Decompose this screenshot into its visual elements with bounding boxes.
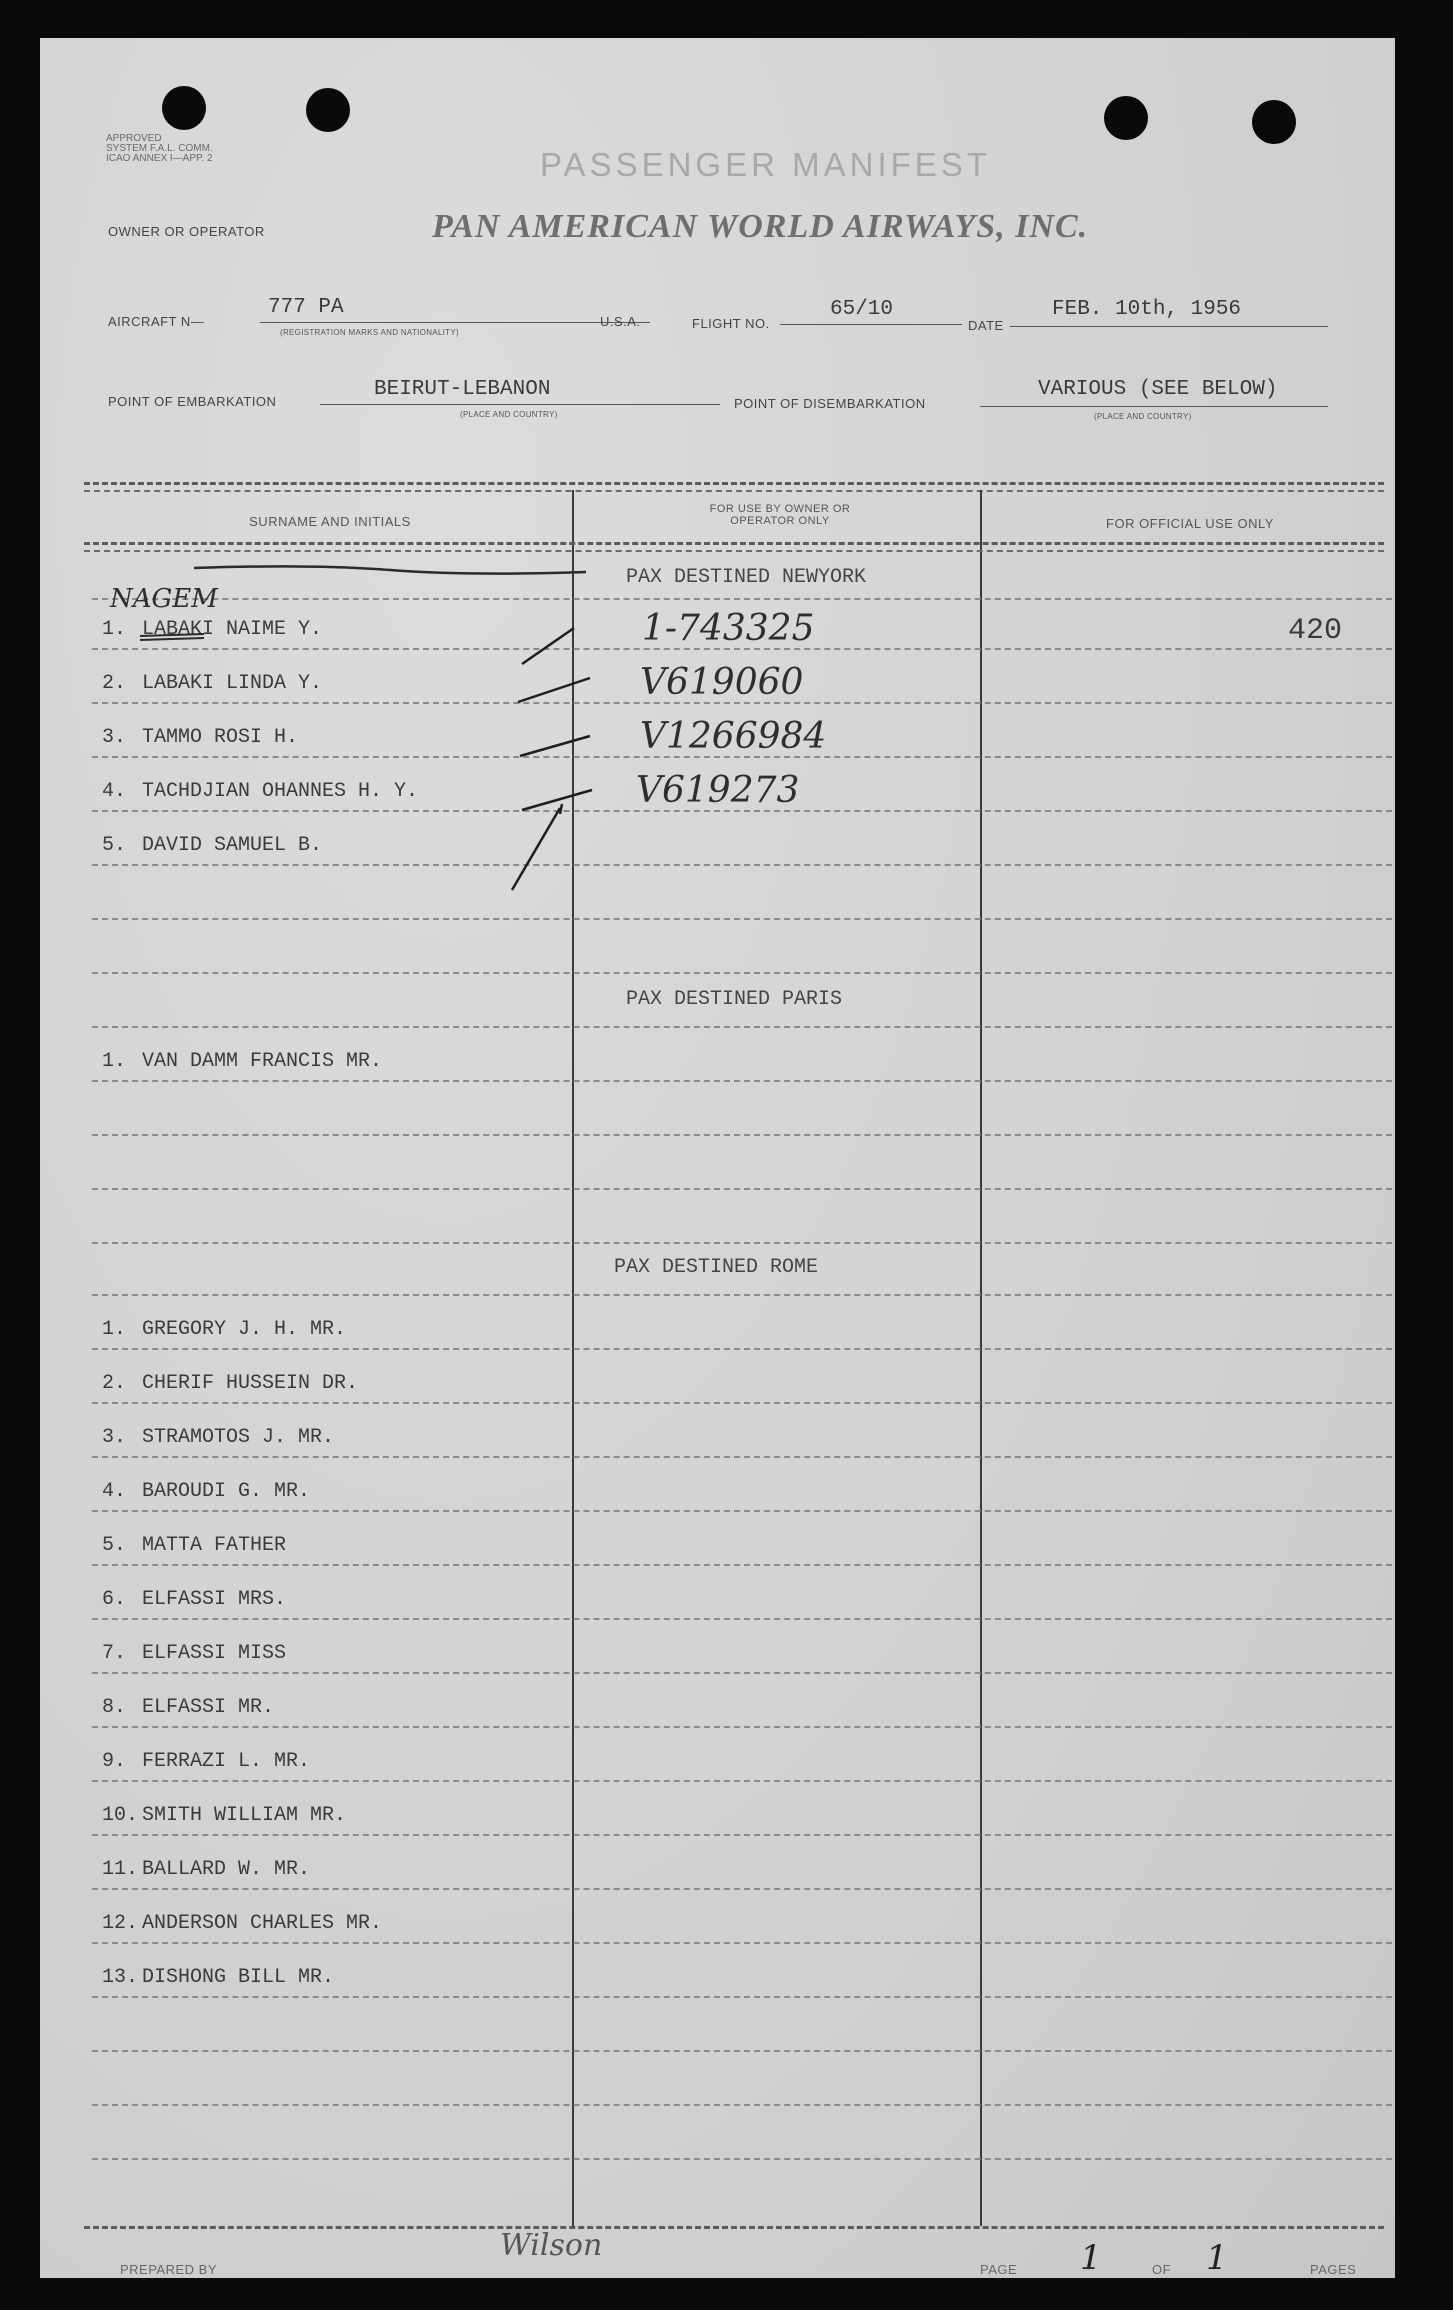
row-line: [92, 1888, 1392, 1890]
nationality-label: U.S.A.: [600, 314, 641, 329]
row-line: [92, 1942, 1392, 1944]
row-line: [92, 598, 1392, 600]
owner-label: OWNER OR OPERATOR: [108, 224, 265, 239]
row-line: [92, 2104, 1392, 2106]
registration-caption: (REGISTRATION MARKS AND NATIONALITY): [280, 328, 459, 337]
form-title: PASSENGER MANIFEST: [540, 146, 991, 183]
row-line: [92, 1510, 1392, 1512]
embarkation-label: POINT OF EMBARKATION: [108, 394, 277, 409]
manifest-sheet: [40, 38, 1395, 2278]
passenger-row: 8. ELFASSI MR.: [102, 1696, 275, 1719]
row-line: [92, 1134, 1392, 1136]
aircraft-label: AIRCRAFT N—: [108, 314, 205, 329]
passenger-row: 4. TACHDJIAN OHANNES H. Y.: [102, 780, 419, 803]
row-line: [92, 1026, 1392, 1028]
ticket-number: V1266984: [640, 716, 827, 757]
row-line: [92, 1294, 1392, 1296]
approval-line: APPROVED: [106, 133, 162, 144]
header-rule-top: [84, 482, 1384, 485]
row-line: [92, 1618, 1392, 1620]
punch-hole-left-2: [306, 88, 350, 132]
punch-hole-left-1: [162, 86, 206, 130]
aircraft-underline: [260, 322, 650, 323]
row-line: [92, 1188, 1392, 1190]
flight-value: 65/10: [830, 298, 894, 321]
row-line: [92, 702, 1392, 704]
row-line: [92, 1348, 1392, 1350]
passenger-row: 6. ELFASSI MRS.: [102, 1588, 287, 1611]
pages-label: PAGES: [1310, 2262, 1357, 2277]
row-line: [92, 1780, 1392, 1782]
checkmarks: [510, 608, 650, 898]
row-line: [92, 1726, 1392, 1728]
row-line: [92, 1242, 1392, 1244]
row-line: [92, 918, 1392, 920]
page-label: PAGE: [980, 2262, 1018, 2277]
row-line: [92, 2050, 1392, 2052]
row-line: [92, 972, 1392, 974]
column-header-surname: SURNAME AND INITIALS: [249, 514, 411, 529]
row-line: [92, 1080, 1392, 1082]
disembarkation-underline: [980, 406, 1328, 407]
approval-line: SYSTEM F.A.L. COMM.: [106, 143, 213, 154]
group-header-paris: PAX DESTINED PARIS: [626, 988, 843, 1011]
passenger-row: 2. LABAKI LINDA Y.: [102, 672, 323, 695]
embarkation-caption: (PLACE AND COUNTRY): [460, 410, 558, 419]
passenger-row: 3. TAMMO ROSI H.: [102, 726, 299, 749]
row-line: [92, 648, 1392, 650]
row-line: [92, 1564, 1392, 1566]
row-line: [92, 1834, 1392, 1836]
ticket-number: 1-743325: [642, 608, 815, 649]
header-rule-top-2: [84, 490, 1384, 492]
group-header-rome: PAX DESTINED ROME: [614, 1256, 819, 1279]
passenger-row: 5. DAVID SAMUEL B.: [102, 834, 323, 857]
disembarkation-value: VARIOUS (SEE BELOW): [1038, 378, 1278, 401]
ticket-number: V619060: [640, 662, 804, 703]
page-value: 1: [1080, 2238, 1102, 2278]
punch-hole-right-2: [1252, 100, 1296, 144]
column-divider-2: [980, 490, 982, 2226]
group-header-newyork: PAX DESTINED NEWYORK: [626, 566, 867, 589]
passenger-row: 13. DISHONG BILL MR.: [102, 1966, 335, 1989]
row-line: [92, 2158, 1392, 2160]
strike-mark: [138, 626, 208, 646]
embarkation-value: BEIRUT-LEBANON: [374, 378, 551, 401]
approval-line: ICAO ANNEX I—APP. 2: [106, 153, 213, 164]
row-line: [92, 864, 1392, 866]
disembarkation-caption: (PLACE AND COUNTRY): [1094, 412, 1192, 421]
row-line: [92, 1672, 1392, 1674]
passenger-row: 1. LABAKI NAIME Y.: [102, 618, 323, 641]
aircraft-value: 777 PA: [268, 296, 344, 319]
header-rule-bottom-2: [84, 550, 1384, 552]
row-line: [92, 756, 1392, 758]
row-line: [92, 1402, 1392, 1404]
punch-hole-right-1: [1104, 96, 1148, 140]
row-line: [92, 810, 1392, 812]
passenger-row: 1. VAN DAMM FRANCIS MR.: [102, 1050, 383, 1073]
owner-value: PAN AMERICAN WORLD AIRWAYS, INC.: [432, 208, 1089, 245]
footer-rule: [84, 2226, 1384, 2229]
passenger-row: 10. SMITH WILLIAM MR.: [102, 1804, 347, 1827]
passenger-row: 9. FERRAZI L. MR.: [102, 1750, 311, 1773]
official-number: 420: [1288, 614, 1343, 648]
passenger-row: 5. MATTA FATHER: [102, 1534, 287, 1557]
date-underline: [1010, 326, 1328, 327]
row-line: [92, 1996, 1392, 1998]
passenger-row: 4. BAROUDI G. MR.: [102, 1480, 311, 1503]
passenger-row: 12. ANDERSON CHARLES MR.: [102, 1912, 383, 1935]
column-header-official-use: FOR OFFICIAL USE ONLY: [1106, 516, 1274, 531]
date-label: DATE: [968, 318, 1004, 333]
passenger-row: 1. GREGORY J. H. MR.: [102, 1318, 347, 1341]
strike-line: [190, 560, 590, 586]
of-label: OF: [1152, 2262, 1172, 2277]
date-value: FEB. 10th, 1956: [1052, 298, 1242, 321]
passenger-row: 7. ELFASSI MISS: [102, 1642, 287, 1665]
passenger-row: 11. BALLARD W. MR.: [102, 1858, 311, 1881]
column-header-owner-use: FOR USE BY OWNER OR OPERATOR ONLY: [709, 503, 851, 527]
prepared-label: PREPARED BY: [120, 2262, 218, 2277]
passenger-row: 3. STRAMOTOS J. MR.: [102, 1426, 335, 1449]
passenger-row: 2. CHERIF HUSSEIN DR.: [102, 1372, 359, 1395]
ticket-number: V619273: [636, 770, 800, 811]
header-rule-bottom: [84, 542, 1384, 545]
embarkation-underline: [320, 404, 720, 405]
flight-label: FLIGHT NO.: [692, 316, 770, 331]
handwritten-correction: NAGEM: [110, 584, 218, 614]
disembarkation-label: POINT OF DISEMBARKATION: [734, 396, 926, 411]
flight-underline: [780, 324, 962, 325]
row-line: [92, 1456, 1392, 1458]
of-value: 1: [1206, 2238, 1228, 2278]
prepared-signature: Wilson: [500, 2228, 603, 2263]
